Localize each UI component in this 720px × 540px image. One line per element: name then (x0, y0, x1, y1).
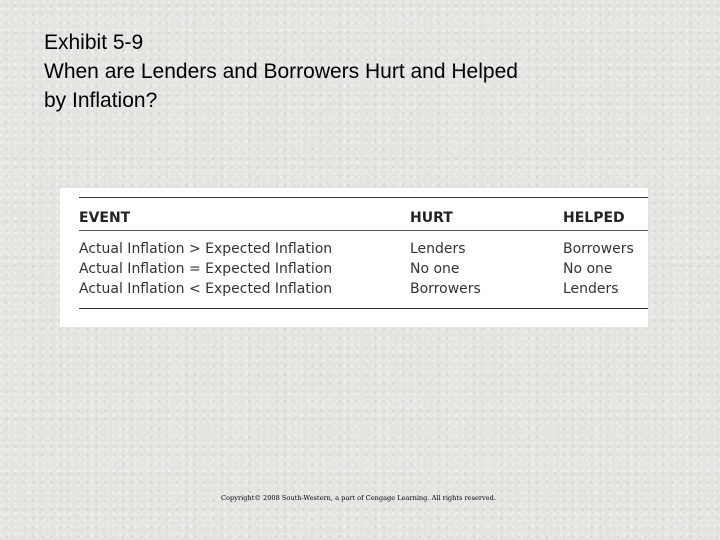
copyright-notice: Copyright© 2008 South-Western, a part of Cengage Learning. All rights reserved. (221, 494, 496, 502)
row-3-helped: Lenders (563, 281, 619, 297)
header-helped: HELPED (563, 210, 625, 226)
table-bottom-rule (79, 308, 648, 309)
row-2-helped: No one (563, 261, 613, 277)
slide-title (44, 28, 684, 115)
row-3-hurt: Borrowers (410, 281, 481, 297)
row-1-hurt: Lenders (410, 241, 466, 257)
row-2-hurt: No one (410, 261, 460, 277)
header-divider (79, 230, 648, 231)
header-event: EVENT (79, 210, 131, 226)
header-hurt: HURT (410, 210, 453, 226)
table-top-rule (79, 197, 648, 198)
title-line-1: Exhibit 5-9 (44, 31, 144, 54)
row-2-event: Actual Inflation = Expected Inflation (79, 261, 333, 277)
row-1-event: Actual Inflation > Expected Inflation (79, 241, 333, 257)
row-1-helped: Borrowers (563, 241, 634, 257)
row-3-event: Actual Inflation < Expected Inflation (79, 281, 333, 297)
title-line-3: by Inflation? (44, 89, 158, 112)
exhibit-table (60, 188, 648, 327)
title-line-2: When are Lenders and Borrowers Hurt and Helped (44, 60, 518, 83)
